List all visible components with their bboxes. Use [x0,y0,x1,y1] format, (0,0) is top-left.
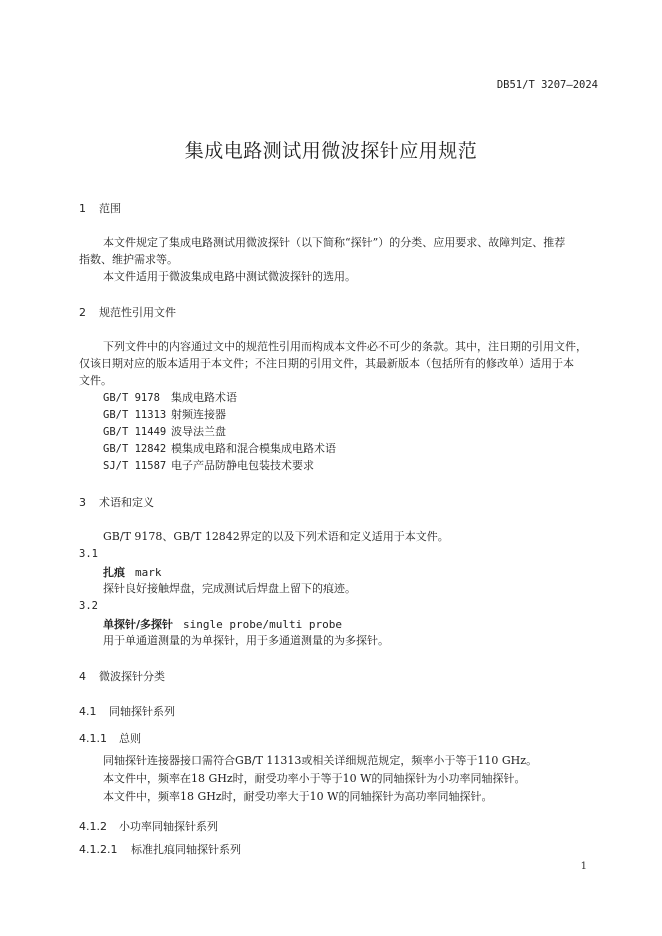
paragraph: 同轴探针连接器接口需符合GB/T 11313或相关详细规范规定，频率小于等于110 GHz。 [103,754,538,767]
section-title: 规范性引用文件 [99,306,176,319]
reference-name: 波导法兰盘 [171,425,226,438]
reference-code: GB/T 9178 [103,392,160,404]
subsection-4-1-2-heading [79,818,218,834]
section-title: 标准扎痕同轴探针系列 [131,843,241,856]
paragraph: 本文件适用于微波集成电路中测试微波探针的选用。 [103,270,356,283]
subsection-4-1-2-1-heading [79,841,241,857]
reference-item [103,440,336,458]
section-number: 3 [79,496,86,509]
standard-number: DB51/T 3207—2024 [496,79,598,91]
section-title: 微波探针分类 [99,670,165,683]
section-number: 4.1 [79,705,97,718]
section-3-heading [79,494,154,510]
section-title: 小功率同轴探针系列 [119,820,218,833]
section-title: 范围 [99,202,121,215]
reference-item [103,457,314,475]
section-4-heading [79,668,165,684]
term-heading [103,616,342,632]
term-definition: 用于单通道测量的为单探针，用于多通道测量的为多探针。 [103,634,389,647]
paragraph: 仅该日期对应的版本适用于本文件；不注日期的引用文件，其最新版本（包括所有的修改单）适用于本 [79,357,574,370]
paragraph: 下列文件中的内容通过文中的规范性引用而构成本文件必不可少的条款。其中，注日期的引用文件， [103,340,587,353]
reference-name: 射频连接器 [171,408,226,421]
paragraph: 指数、维护需求等。 [79,253,178,266]
term-number: 3.1 [79,548,98,560]
term-definition: 探针良好接触焊盘，完成测试后焊盘上留下的痕迹。 [103,582,356,595]
term-zh: 扎痕 [103,566,125,579]
section-number: 4 [79,670,86,683]
section-number: 1 [79,202,86,215]
section-title: 术语和定义 [99,496,154,509]
term-zh: 单探针/多探针 [103,618,174,631]
page-number: 1 [580,861,587,872]
subsection-4-1-heading [79,703,175,719]
paragraph: 本文件规定了集成电路测试用微波探针（以下简称“探针”）的分类、应用要求、故障判定、推荐 [103,236,566,249]
reference-name: 集成电路术语 [171,391,237,404]
term-en: mark [135,566,162,579]
term-heading [103,564,162,580]
term-en: single probe/multi probe [183,618,342,631]
reference-name: 模集成电路和混合模集成电路术语 [171,442,336,455]
paragraph: 文件。 [79,374,112,387]
paragraph: 本文件中，频率18 GHz时，耐受功率大于10 W的同轴探针为高功率同轴探针。 [103,790,493,803]
section-number: 4.1.2 [79,820,107,833]
reference-item [103,389,237,407]
section-number: 4.1.1 [79,732,107,745]
term-number: 3.2 [79,600,98,612]
reference-name: 电子产品防静电包装技术要求 [171,459,314,472]
paragraph: 本文件中，频率在18 GHz时，耐受功率小于等于10 W的同轴探针为小功率同轴探针。 [103,772,526,785]
section-1-heading [79,200,121,216]
document-title: 集成电路测试用微波探针应用规范 [184,140,478,162]
section-2-heading [79,304,176,320]
reference-code: GB/T 11449 [103,426,167,438]
section-title: 同轴探针系列 [109,705,175,718]
paragraph: GB/T 9178、GB/T 12842界定的以及下列术语和定义适用于本文件。 [103,530,449,543]
subsection-4-1-1-heading [79,730,141,746]
reference-item [103,423,226,441]
section-number: 4.1.2.1 [79,843,118,856]
reference-code: GB/T 11313 [103,409,167,421]
reference-code: SJ/T 11587 [103,460,167,472]
reference-item [103,406,226,424]
section-number: 2 [79,306,86,319]
reference-code: GB/T 12842 [103,443,167,455]
section-title: 总则 [119,732,141,745]
